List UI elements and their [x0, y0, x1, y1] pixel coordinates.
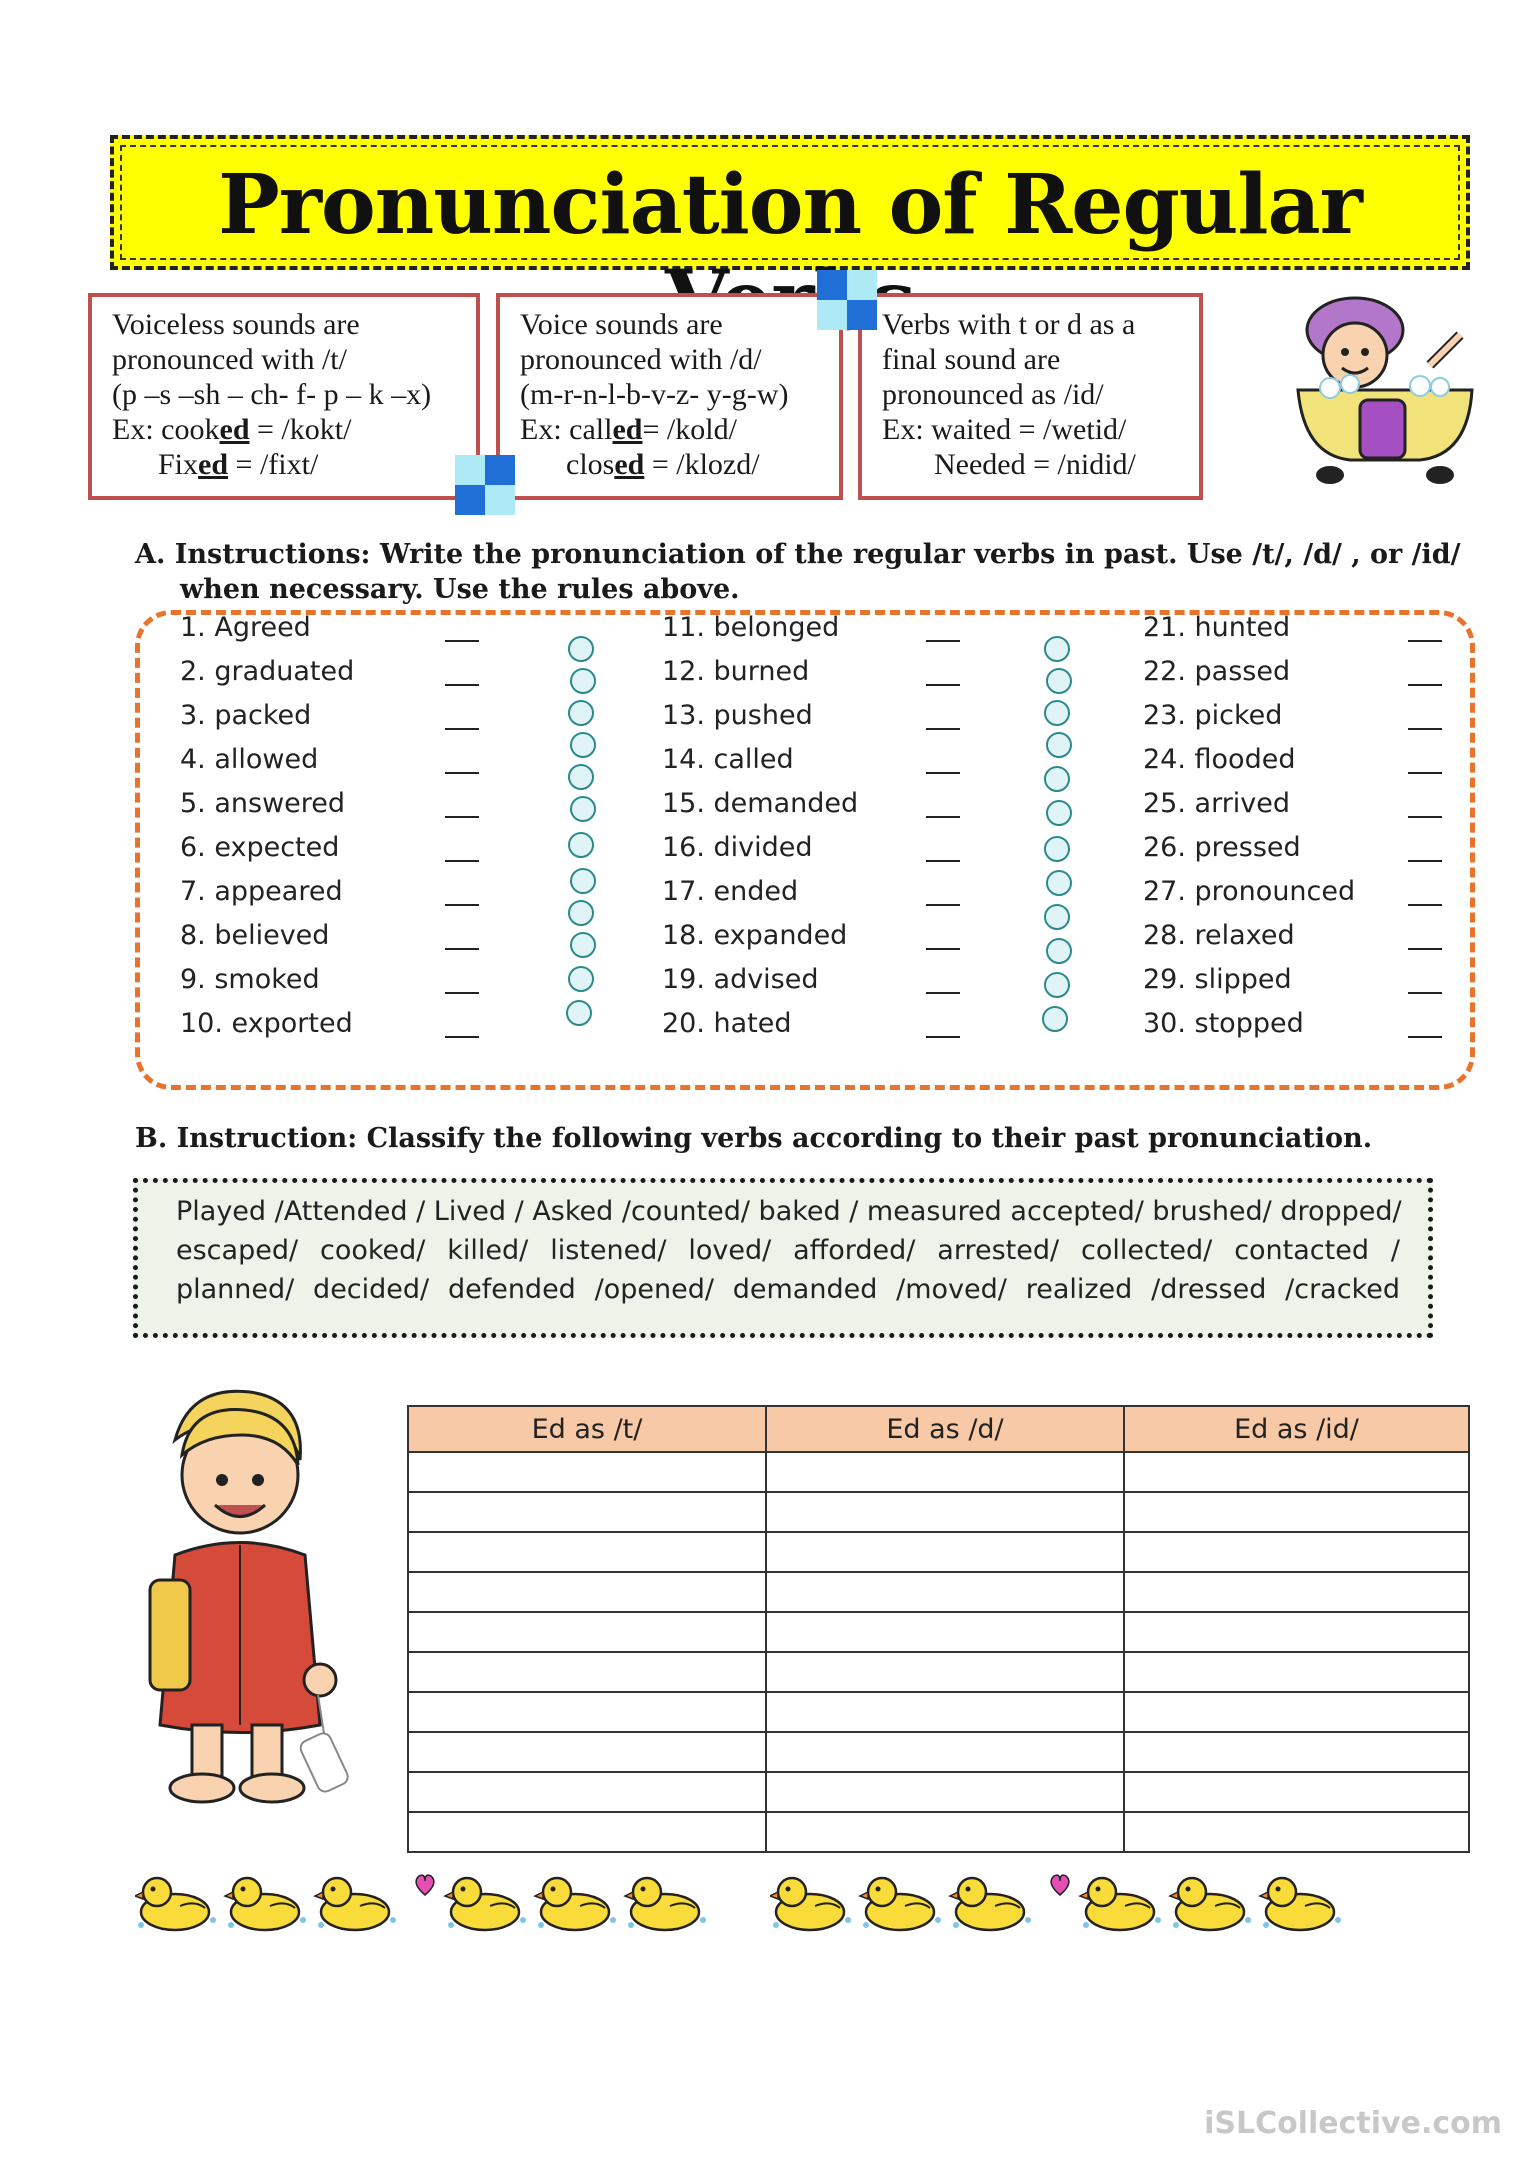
- answer-blank[interactable]: [1408, 992, 1442, 994]
- circle-decoration: [1046, 870, 1072, 896]
- rule-line: final sound are: [882, 343, 1061, 376]
- rule-example-2: closed = /klozd/: [566, 448, 760, 481]
- answer-blank[interactable]: [926, 948, 960, 950]
- table-cell[interactable]: [1124, 1812, 1469, 1852]
- table-cell[interactable]: [408, 1572, 766, 1612]
- section-a-heading-line1: A. Instructions: Write the pronunciation of the regular verbs in past. Use /t/, /d/ , or /id/: [135, 539, 1461, 570]
- duck-border-left: [135, 1865, 735, 1935]
- answer-blank[interactable]: [1408, 948, 1442, 950]
- circle-decoration: [568, 700, 594, 726]
- bath-girl-illustration: [1290, 290, 1480, 490]
- circle-decoration: [570, 668, 596, 694]
- verb-item: 2. graduated: [180, 656, 355, 687]
- table-header-id: Ed as /id/: [1124, 1406, 1469, 1452]
- verb-item: 9. smoked: [180, 964, 320, 995]
- table-cell[interactable]: [766, 1772, 1124, 1812]
- circle-decoration: [1044, 972, 1070, 998]
- classification-table: [407, 1405, 1470, 1853]
- table-cell[interactable]: [408, 1612, 766, 1652]
- answer-blank[interactable]: [445, 728, 479, 730]
- table-cell[interactable]: [766, 1652, 1124, 1692]
- answer-blank[interactable]: [926, 684, 960, 686]
- table-cell[interactable]: [1124, 1772, 1469, 1812]
- table-cell[interactable]: [766, 1532, 1124, 1572]
- table-cell[interactable]: [408, 1732, 766, 1772]
- answer-blank[interactable]: [445, 860, 479, 862]
- answer-blank[interactable]: [445, 992, 479, 994]
- circle-decoration: [566, 1000, 592, 1026]
- verb-item: 21. hunted: [1143, 612, 1291, 643]
- table-cell[interactable]: [408, 1652, 766, 1692]
- rule-example-2: Fixed = /fixt/: [158, 448, 319, 481]
- table-row: [408, 1812, 1469, 1852]
- verb-item: 1. Agreed: [180, 612, 311, 643]
- circle-decoration: [1046, 732, 1072, 758]
- page-title: Pronunciation of Regular: [218, 157, 1362, 253]
- verb-item: 6. expected: [180, 832, 340, 863]
- verb-item: 13. pushed: [662, 700, 813, 731]
- circle-decoration: [1044, 904, 1070, 930]
- circle-decoration: [570, 868, 596, 894]
- table-cell[interactable]: [766, 1572, 1124, 1612]
- verb-item: 5. answered: [180, 788, 346, 819]
- verb-item: 11. belonged: [662, 612, 840, 643]
- answer-blank[interactable]: [1408, 640, 1442, 642]
- answer-blank[interactable]: [445, 684, 479, 686]
- answer-blank[interactable]: [926, 772, 960, 774]
- verb-item: 30. stopped: [1143, 1008, 1304, 1039]
- verb-item: 20. hated: [662, 1008, 792, 1039]
- circle-decoration: [570, 796, 596, 822]
- table-row: [408, 1492, 1469, 1532]
- answer-blank[interactable]: [926, 860, 960, 862]
- word-bank-line: escaped/ cooked/ killed/ listened/ loved/ afforded/ arrested/ collected/ contacted /: [176, 1235, 1400, 1266]
- rule-line: Verbs with t or d as a: [882, 308, 1136, 341]
- rule-box-id: [858, 293, 1203, 500]
- table-cell[interactable]: [408, 1772, 766, 1812]
- table-cell[interactable]: [766, 1452, 1124, 1492]
- circle-decoration: [1044, 700, 1070, 726]
- duck-border-right: [770, 1865, 1370, 1935]
- answer-blank[interactable]: [926, 640, 960, 642]
- circle-decoration: [1046, 938, 1072, 964]
- table-row: [408, 1532, 1469, 1572]
- table-cell[interactable]: [1124, 1612, 1469, 1652]
- verb-item: 22. passed: [1143, 656, 1291, 687]
- circle-decoration: [1044, 636, 1070, 662]
- circle-decoration: [568, 900, 594, 926]
- circle-decoration: [570, 932, 596, 958]
- answer-blank[interactable]: [1408, 772, 1442, 774]
- table-cell[interactable]: [408, 1492, 766, 1532]
- verb-item: 17. ended: [662, 876, 799, 907]
- table-cell[interactable]: [1124, 1492, 1469, 1532]
- rule-box-voiceless: [88, 293, 480, 500]
- answer-blank[interactable]: [1408, 816, 1442, 818]
- table-row: [408, 1452, 1469, 1492]
- table-cell[interactable]: [766, 1812, 1124, 1852]
- table-header-d: Ed as /d/: [766, 1406, 1124, 1452]
- table-row: [408, 1772, 1469, 1812]
- verb-item: 29. slipped: [1143, 964, 1292, 995]
- rule-line: (p –s –sh – ch- f- p – k –x): [112, 378, 432, 411]
- boy-in-robe-illustration: [130, 1380, 350, 1820]
- verb-item: 3. packed: [180, 700, 312, 731]
- verb-item: 27. pronounced: [1143, 876, 1356, 907]
- word-bank-box: [133, 1178, 1433, 1338]
- answer-blank[interactable]: [445, 904, 479, 906]
- section-a-heading-line2: when necessary. Use the rules above.: [180, 574, 740, 605]
- answer-blank[interactable]: [445, 640, 479, 642]
- answer-blank[interactable]: [926, 992, 960, 994]
- table-cell[interactable]: [1124, 1732, 1469, 1772]
- verb-item: 25. arrived: [1143, 788, 1291, 819]
- answer-blank[interactable]: [1408, 728, 1442, 730]
- verb-item: 26. pressed: [1143, 832, 1301, 863]
- circle-decoration: [1042, 1006, 1068, 1032]
- table-cell[interactable]: [766, 1692, 1124, 1732]
- table-cell[interactable]: [766, 1732, 1124, 1772]
- table-cell[interactable]: [1124, 1652, 1469, 1692]
- rule-example-1: Ex: waited = /wetid/: [882, 413, 1127, 446]
- rule-example-2: Needed = /nidid/: [934, 448, 1136, 481]
- table-row: [408, 1612, 1469, 1652]
- word-bank-line: planned/ decided/ defended /opened/ demanded /moved/ realized /dressed /cracked: [176, 1274, 1400, 1305]
- answer-blank[interactable]: [445, 1036, 479, 1038]
- verb-item: 24. flooded: [1143, 744, 1296, 775]
- rule-box-voiced: [496, 293, 843, 500]
- rule-line: pronounced with /d/: [520, 343, 762, 376]
- answer-blank[interactable]: [1408, 904, 1442, 906]
- verb-item: 28. relaxed: [1143, 920, 1295, 951]
- answer-blank[interactable]: [926, 728, 960, 730]
- answer-blank[interactable]: [1408, 1036, 1442, 1038]
- verb-item: 15. demanded: [662, 788, 859, 819]
- circle-decoration: [1044, 766, 1070, 792]
- rule-line: pronounced as /id/: [882, 378, 1104, 411]
- rule-line: (m-r-n-l-b-v-z- y-g-w): [520, 378, 789, 411]
- rule-line: pronounced with /t/: [112, 343, 347, 376]
- circle-decoration: [568, 832, 594, 858]
- circle-decoration: [1044, 836, 1070, 862]
- verb-item: 23. picked: [1143, 700, 1283, 731]
- table-cell[interactable]: [766, 1612, 1124, 1652]
- table-header-t: Ed as /t/: [408, 1406, 766, 1452]
- answer-blank[interactable]: [445, 948, 479, 950]
- circle-decoration: [1046, 668, 1072, 694]
- table-cell[interactable]: [1124, 1452, 1469, 1492]
- table-cell[interactable]: [408, 1532, 766, 1572]
- answer-blank[interactable]: [926, 816, 960, 818]
- rule-example-1: Ex: called= /kold/: [520, 413, 737, 446]
- rule-line: Voiceless sounds are: [112, 308, 360, 341]
- verb-item: 10. exported: [180, 1008, 353, 1039]
- verb-item: 12. burned: [662, 656, 810, 687]
- verb-item: 16. divided: [662, 832, 813, 863]
- table-row: [408, 1652, 1469, 1692]
- word-bank-line: Played /Attended / Lived / Asked /counted/ baked / measured accepted/ brushed/ dropped/: [176, 1196, 1402, 1227]
- verb-item: 4. allowed: [180, 744, 319, 775]
- circle-decoration: [570, 732, 596, 758]
- answer-blank[interactable]: [1408, 684, 1442, 686]
- answer-blank[interactable]: [1408, 860, 1442, 862]
- verb-item: 19. advised: [662, 964, 819, 995]
- verb-item: 14. called: [662, 744, 794, 775]
- circle-decoration: [568, 966, 594, 992]
- table-cell[interactable]: [1124, 1532, 1469, 1572]
- table-cell[interactable]: [408, 1692, 766, 1732]
- table-row: [408, 1692, 1469, 1732]
- rule-line: Voice sounds are: [520, 308, 723, 341]
- table-cell[interactable]: [408, 1812, 766, 1852]
- table-row: [408, 1732, 1469, 1772]
- verb-item: 8. believed: [180, 920, 330, 951]
- section-b-heading: B. Instruction: Classify the following verbs according to their past pronunciation.: [135, 1123, 1373, 1154]
- answer-blank[interactable]: [926, 1036, 960, 1038]
- answer-blank[interactable]: [445, 772, 479, 774]
- table-cell[interactable]: [408, 1452, 766, 1492]
- verb-item: 18. expanded: [662, 920, 848, 951]
- circle-decoration: [568, 636, 594, 662]
- site-watermark: iSLCollective.com: [1204, 2106, 1502, 2141]
- answer-blank[interactable]: [445, 816, 479, 818]
- checker-square-decoration: [817, 270, 877, 330]
- table-cell[interactable]: [1124, 1692, 1469, 1732]
- table-row: [408, 1572, 1469, 1612]
- answer-blank[interactable]: [926, 904, 960, 906]
- title-banner: [110, 135, 1470, 270]
- circle-decoration: [1046, 800, 1072, 826]
- checker-square-decoration: [455, 455, 515, 515]
- verb-item: 7. appeared: [180, 876, 343, 907]
- table-cell[interactable]: [1124, 1572, 1469, 1612]
- table-cell[interactable]: [766, 1492, 1124, 1532]
- rule-example-1: Ex: cooked = /kokt/: [112, 413, 352, 446]
- circle-decoration: [568, 764, 594, 790]
